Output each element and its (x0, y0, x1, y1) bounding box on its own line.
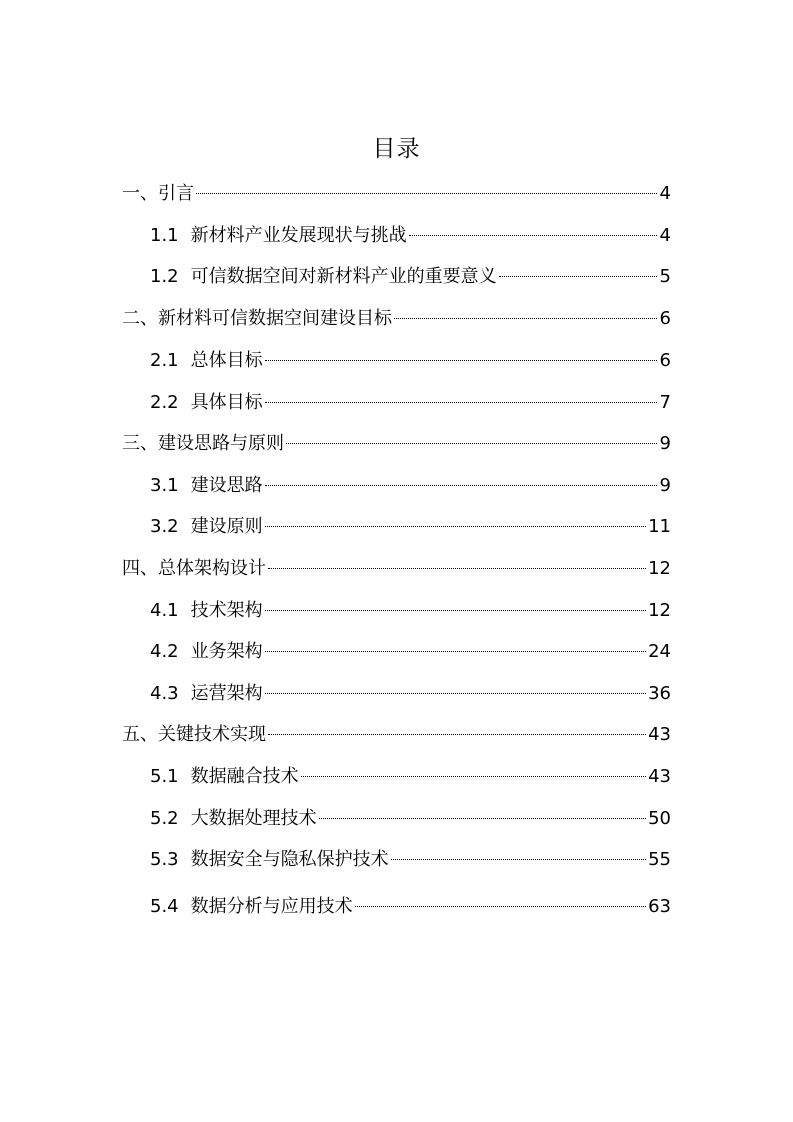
toc-entry-text: 数据融合技术 (190, 766, 299, 787)
toc-page-number: 6 (659, 308, 671, 329)
toc-section-number: 5.4 (150, 896, 179, 917)
toc-entry-text: 总体目标 (190, 350, 263, 371)
toc-page-number: 4 (659, 183, 671, 204)
toc-entry-text: 五、关键技术实现 (122, 724, 266, 745)
toc-entry-text: 数据安全与隐私保护技术 (190, 849, 389, 870)
toc-section-number: 4.2 (150, 641, 179, 662)
toc-entry-5-2[interactable] (150, 805, 671, 833)
toc-entry-4-2[interactable] (150, 638, 671, 666)
toc-page-number: 7 (659, 392, 671, 413)
toc-entry-text: 一、引言 (122, 183, 194, 204)
toc-entry-3-1[interactable] (150, 472, 671, 500)
toc-entry-text: 可信数据空间对新材料产业的重要意义 (190, 266, 497, 287)
toc-dot-leader (355, 906, 646, 907)
toc-page-number: 6 (659, 350, 671, 371)
toc-page-number: 63 (648, 896, 671, 917)
toc-section-number: 3.1 (150, 475, 179, 496)
toc-entry-chapter-4[interactable] (122, 555, 671, 583)
toc-dot-leader (499, 276, 657, 277)
toc-entry-text: 运营架构 (190, 683, 263, 704)
toc-entry-3-2[interactable] (150, 513, 671, 541)
toc-dot-leader (301, 776, 646, 777)
toc-dot-leader (319, 818, 646, 819)
toc-section-number: 1.2 (150, 266, 179, 287)
toc-page-number: 12 (648, 558, 671, 579)
toc-dot-leader (265, 693, 646, 694)
toc-entry-text: 新材料产业发展现状与挑战 (190, 225, 407, 246)
toc-page-number: 43 (648, 724, 671, 745)
toc-dot-leader (265, 610, 646, 611)
toc-section-number: 2.2 (150, 392, 179, 413)
toc-entry-4-1[interactable] (150, 597, 671, 625)
toc-page-number: 9 (659, 475, 671, 496)
toc-entry-chapter-3[interactable] (122, 430, 671, 458)
toc-page-number: 55 (648, 849, 671, 870)
toc-entry-1-2[interactable] (150, 263, 671, 291)
toc-page-number: 9 (659, 433, 671, 454)
toc-entry-chapter-1[interactable] (122, 180, 671, 208)
toc-section-number: 3.2 (150, 516, 179, 537)
toc-page-number: 43 (648, 766, 671, 787)
toc-entry-text: 业务架构 (190, 641, 263, 662)
toc-entry-text: 四、总体架构设计 (122, 558, 266, 579)
toc-page-number: 4 (659, 225, 671, 246)
toc-dot-leader (391, 859, 646, 860)
toc-entry-text: 三、建设思路与原则 (122, 433, 284, 454)
toc-dot-leader (394, 318, 657, 319)
toc-page-number: 11 (648, 516, 671, 537)
toc-entry-text: 建设原则 (190, 516, 263, 537)
toc-section-number: 4.1 (150, 600, 179, 621)
toc-entry-text: 建设思路 (190, 475, 263, 496)
toc-entry-text: 技术架构 (190, 600, 263, 621)
toc-page-number: 5 (659, 266, 671, 287)
toc-dot-leader (268, 734, 646, 735)
toc-entry-1-1[interactable] (150, 222, 671, 250)
toc-entry-text: 具体目标 (190, 392, 263, 413)
toc-section-number: 5.2 (150, 808, 179, 829)
toc-page-number: 36 (648, 683, 671, 704)
toc-section-number: 1.1 (150, 225, 179, 246)
toc-dot-leader (265, 651, 646, 652)
toc-page-number: 12 (648, 600, 671, 621)
toc-page-number: 24 (648, 641, 671, 662)
toc-entry-5-4[interactable] (150, 893, 671, 921)
toc-entry-chapter-2[interactable] (122, 305, 671, 333)
toc-entry-text: 数据分析与应用技术 (190, 896, 353, 917)
toc-entry-5-3[interactable] (150, 846, 671, 874)
toc-entry-2-2[interactable] (150, 389, 671, 417)
toc-dot-leader (286, 443, 657, 444)
toc-dot-leader (268, 568, 646, 569)
toc-section-number: 2.1 (150, 350, 179, 371)
toc-section-number: 4.3 (150, 683, 179, 704)
toc-dot-leader (409, 235, 657, 236)
toc-dot-leader (265, 402, 657, 403)
toc-dot-leader (265, 526, 646, 527)
toc-section-number: 5.1 (150, 766, 179, 787)
toc-title: 目录 (372, 136, 421, 162)
toc-page-number: 50 (648, 808, 671, 829)
toc-entry-4-3[interactable] (150, 680, 671, 708)
toc-entry-2-1[interactable] (150, 347, 671, 375)
toc-dot-leader (265, 360, 657, 361)
toc-dot-leader (265, 485, 657, 486)
toc-entry-text: 大数据处理技术 (190, 808, 317, 829)
toc-entry-text: 二、新材料可信数据空间建设目标 (122, 308, 392, 329)
toc-entry-chapter-5[interactable] (122, 721, 671, 749)
toc-entry-5-1[interactable] (150, 763, 671, 791)
toc-dot-leader (196, 193, 657, 194)
toc-section-number: 5.3 (150, 849, 179, 870)
